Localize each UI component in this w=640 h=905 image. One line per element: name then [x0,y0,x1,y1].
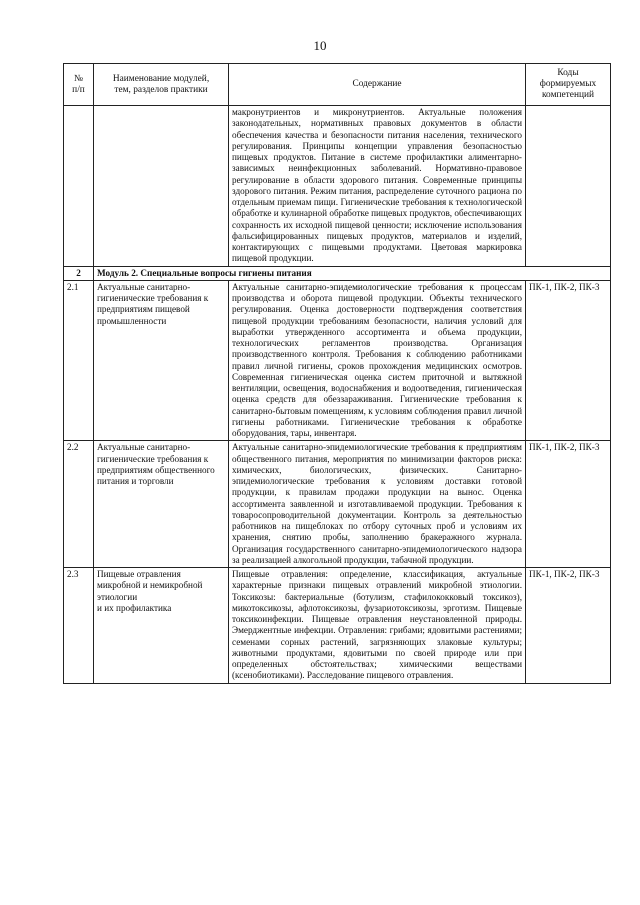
continuation-content-cell: макронутриентов и микронутриентов. Актуальные положения законодательных, нормативных правовых документов в области обеспечения качества и безопасности питания населения, технического регулирования. Принципы концепции управления безопасностью пищевых продуктов. Питание в системе профилактики алиментарно-зависимых неинфекционных заболеваний. Нормативно-правовое регулирование в области здорового питания. Современные принципы здорового питания. Режим питания, распределение суточного рациона по отдельным приемам пищи. Гигиенические требования к технологической обработке и кулинарной обработке пищевых продуктов, обеспечивающих сохранность их исходной пищевой ценности; исключение использования фальсифицированных пищевых продуктов, материалов и изделий, контактирующих с пищевыми продуктами. Цветовая маркировка пищевой продукции. [229,106,526,267]
table-row [64,441,611,568]
module-title: Модуль 2. Специальные вопросы гигиены питания [94,266,611,280]
row-codes: ПК-1, ПК-2, ПК-3 [526,280,611,441]
curriculum-table [63,63,611,684]
header-codes: Коды формируемых компетенций [526,64,611,106]
table-row-continuation [64,106,611,267]
row-codes: ПК-1, ПК-2, ПК-3 [526,568,611,684]
row-num: 2.1 [64,280,94,441]
header-name: Наименование модулей, тем, разделов практики [94,64,229,106]
row-name: Актуальные санитарно-гигиенические требования к предприятиям общественного питания и торговли [94,441,229,568]
row-codes: ПК-1, ПК-2, ПК-3 [526,441,611,568]
continuation-name-cell [94,106,229,267]
table-header-row [64,64,611,106]
module-num: 2 [64,266,94,280]
continuation-codes-cell [526,106,611,267]
row-name: Пищевые отравления микробной и немикробной этиологии и их профилактика [94,568,229,684]
table-row [64,280,611,441]
table-row [64,568,611,684]
row-content: Актуальные санитарно-эпидемиологические требования к процессам производства и оборота пищевой продукции. Объекты технического регулирования. Оценка достоверности подтверждения соответствия пищевой продукции требованиям безопасности, наличия условий для выработки утвержденного ассортимента и объема продукции, технологических регламентов производства. Организация производственного контроля. Требования к соблюдению работниками правил личной гигиены, сроков прохождения медицинских осмотров. Современная гигиеническая оценка систем приточной и вытяжной вентиляции, освещения, водоснабжения и водоотведения, гигиеническая оценка средств для обеззараживания. Гигиенические требования к санитарно-бытовым помещениям, к условиям соблюдения правил личной гигиены работниками. Гигиенические требования к обработке оборудования, тары, инвентаря. [229,280,526,441]
row-content: Пищевые отравления: определение, классификация, актуальные характерные признаки пищевых отравлений микробной этиологии. Токсикозы: бактериальные (ботулизм, стафилококковый токсикоз), микотоксикозы, афлотоксикозы, фузариотоксикозы, эрготизм. Пищевые токсикоинфекции. Пищевые отравления неустановленной природы. Эмерджентные инфекции. Отравления: грибами; ядовитыми растениями; семенами сорных растений, загрязняющих злаковые культуры; животными продуктами, ядовитыми по своей природе или при определенных обстоятельствах; химическими веществами (ксенобиотиками). Расследование пищевого отравления. [229,568,526,684]
row-name: Актуальные санитарно-гигиенические требования к предприятиям пищевой промышленности [94,280,229,441]
header-content: Содержание [229,64,526,106]
header-num: № п/п [64,64,94,106]
continuation-num-cell [64,106,94,267]
module-row [64,266,611,280]
page-number: 10 [313,38,327,53]
row-content: Актуальные санитарно-эпидемиологические требования к предприятиям общественного питания, мероприятия по минимизации факторов риска: химических, биологических, физических. Санитарно-эпидемиологические требования к условиям доставки готовой продукции, к правилам продажи продукции на вынос. Оценка ассортимента заявленной и изготавливаемой продукции. Требования к товаросопроводительной документации. Контроль за деятельностью работников на пищеблоках по отбору суточных проб и условиям их хранения, снятию пробы, заполнению бракеражного журнала. Организация государственного санитарно-эпидемиологического надзора за реализацией алкогольной продукции, табачной продукции. [229,441,526,568]
row-num: 2.2 [64,441,94,568]
row-num: 2.3 [64,568,94,684]
